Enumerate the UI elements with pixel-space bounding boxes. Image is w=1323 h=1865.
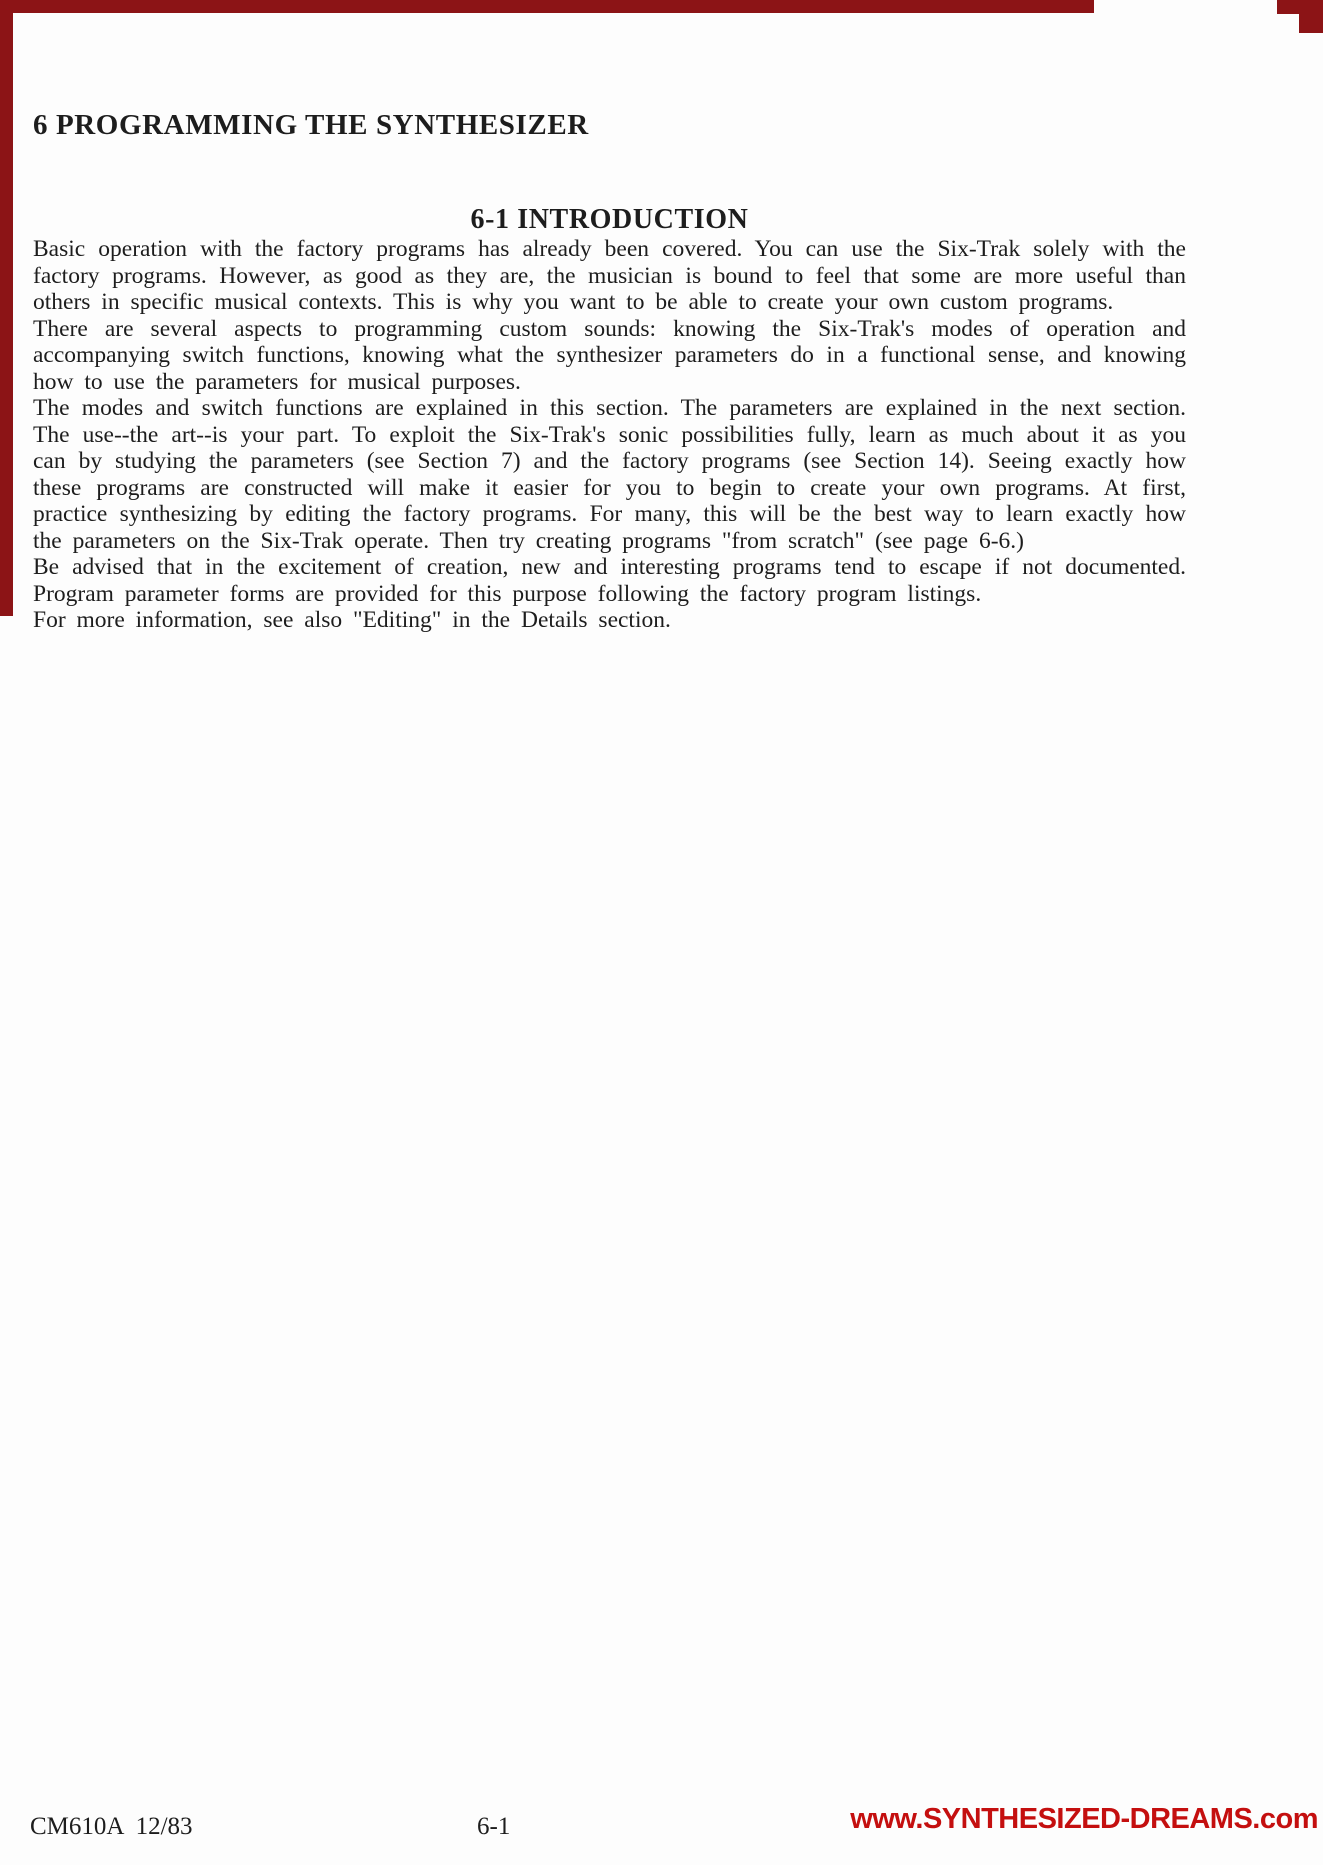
scan-artifact-corner-tail (1299, 0, 1323, 33)
paragraph-basic-operation: Basic operation with the factory programs has already been covered. You can use the Six-Trak solely with the factory programs. However, as good as they are, the musician is bound to feel that some are more useful than others in specific musical contexts. This is why you want to be able to create your own custom programs. (33, 236, 1186, 315)
paragraph-aspects-of-programming: There are several aspects to programming custom sounds: knowing the Six-Trak's modes of operation and accompanying switch functions, knowing what the synthesizer parameters do in a functional sense, and knowing how to use the parameters for musical purposes. (33, 315, 1186, 395)
footer-doc-code: CM610A 12/83 (30, 1813, 193, 1840)
footer-website-watermark: www.SYNTHESIZED-DREAMS.com (850, 1803, 1318, 1835)
paragraph-more-information: For more information, see also "Editing" in the Details section. (33, 607, 671, 633)
paragraph-document-programs: Be advised that in the excitement of creation, new and interesting programs tend to escape if not documented. Program parameter forms are provided for this purpose following the factory program listings. (33, 554, 1186, 607)
chapter-heading: 6 PROGRAMMING THE SYNTHESIZER (33, 109, 589, 141)
paragraph-modes-and-switches: The modes and switch functions are explained in this section. The parameters are explained in the next section. The use--the art--is your part. To exploit the Six-Trak's sonic possibilities fully, learn as much about it as you can by studying the parameters (see Section 7) and the factory programs (see Section 14). Seeing exactly how these programs are constructed will make it easier for you to begin to create your own programs. At first, practice synthesizing by editing the factory programs. For many, this will be the best way to learn exactly how the parameters on the Six-Trak operate. Then try creating programs "from scratch" (see page 6-6.) (33, 395, 1186, 554)
scan-artifact-left-bar (0, 0, 13, 616)
section-heading: 6-1 INTRODUCTION (470, 204, 749, 235)
page-content (33, 0, 1186, 634)
footer-page-number: 6-1 (477, 1813, 511, 1840)
